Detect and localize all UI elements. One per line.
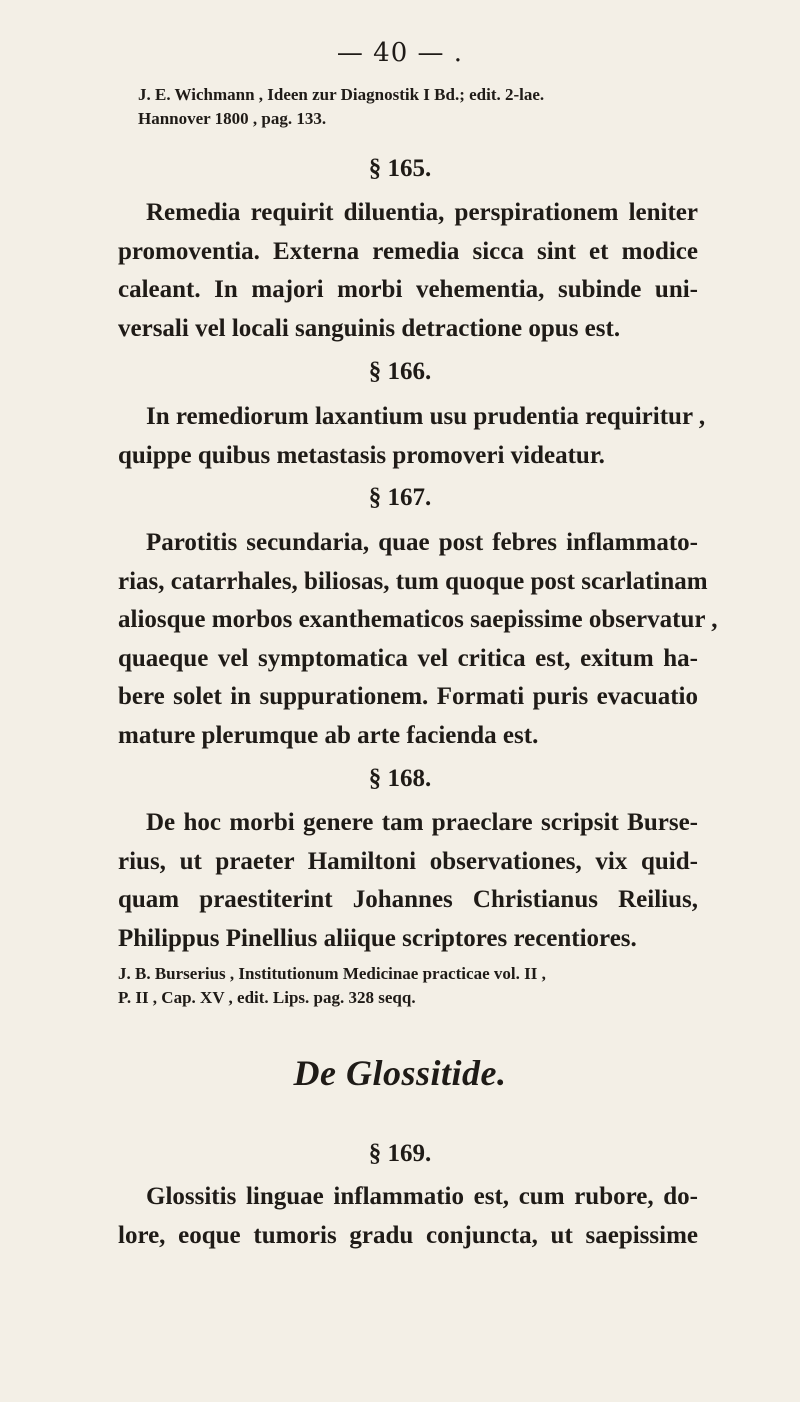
- paragraph-166: [118, 398, 706, 475]
- paragraph-line: bere solet in suppurationem. Formati puris evacuatio: [118, 683, 698, 710]
- paragraph-169: [118, 1178, 698, 1255]
- reference-line: J. B. Burserius , Institutionum Medicinae practicae vol. II ,: [118, 964, 546, 983]
- paragraph-line: mature plerumque ab arte facienda est.: [118, 721, 539, 749]
- reference-line: Hannover 1800 , pag. 133.: [138, 109, 327, 128]
- paragraph-168: [118, 804, 698, 958]
- reference-burserius: [118, 962, 718, 1010]
- reference-line: J. E. Wichmann , Ideen zur Diagnostik I Bd.; edit. 2-lae.: [138, 85, 545, 104]
- section-heading-166: § 166.: [368, 358, 432, 385]
- section-heading-168: § 168.: [368, 765, 432, 792]
- paragraph-line: quaeque vel symptomatica vel critica est, exitum ha-: [118, 644, 698, 672]
- reference-wichmann: [138, 83, 732, 131]
- paragraph-line: Remedia requirit diluentia, perspirationem leniter: [146, 199, 698, 226]
- paragraph-line: lore, eoque tumoris gradu conjuncta, ut saepissime: [118, 1221, 698, 1249]
- paragraph-line: De hoc morbi genere tam praeclare scripsit Burse-: [146, 809, 698, 836]
- paragraph-line: promoventia. Externa remedia sicca sint et modice: [118, 237, 698, 265]
- paragraph-line: quippe quibus metastasis promoveri videatur.: [118, 441, 605, 469]
- paragraph-line: versali vel locali sanguinis detractione opus est.: [118, 314, 621, 342]
- paragraph-165: [118, 194, 698, 348]
- paragraph-line: quam praestiterint Johannes Christianus Reilius,: [118, 886, 698, 913]
- paragraph-line: rius, ut praeter Hamiltoni observationes, vix quid-: [118, 847, 698, 875]
- section-heading-165: § 165.: [368, 155, 432, 182]
- paragraph-line: caleant. In majori morbi vehementia, subinde uni-: [118, 276, 698, 303]
- chapter-title: De Glossitide.: [293, 1053, 507, 1093]
- section-heading-167: § 167.: [368, 484, 432, 511]
- reference-line: P. II , Cap. XV , edit. Lips. pag. 328 seqq.: [118, 988, 416, 1007]
- paragraph-line: Philippus Pinellius aliique scriptores recentiores.: [118, 924, 637, 952]
- paragraph-line: In remediorum laxantium usu prudentia requiritur ,: [146, 403, 706, 430]
- paragraph-line: Parotitis secundaria, quae post febres inflammato-: [146, 529, 698, 556]
- section-heading-169: § 169.: [368, 1140, 432, 1167]
- page-number: — 40 — .: [336, 38, 464, 68]
- paragraph-line: rias, catarrhales, biliosas, tum quoque post scarlatinam: [118, 567, 708, 595]
- paragraph-line: aliosque morbos exanthematicos saepissime observatur ,: [118, 606, 718, 633]
- paragraph-167: [118, 524, 718, 755]
- paragraph-line: Glossitis linguae inflammatio est, cum rubore, do-: [146, 1183, 698, 1210]
